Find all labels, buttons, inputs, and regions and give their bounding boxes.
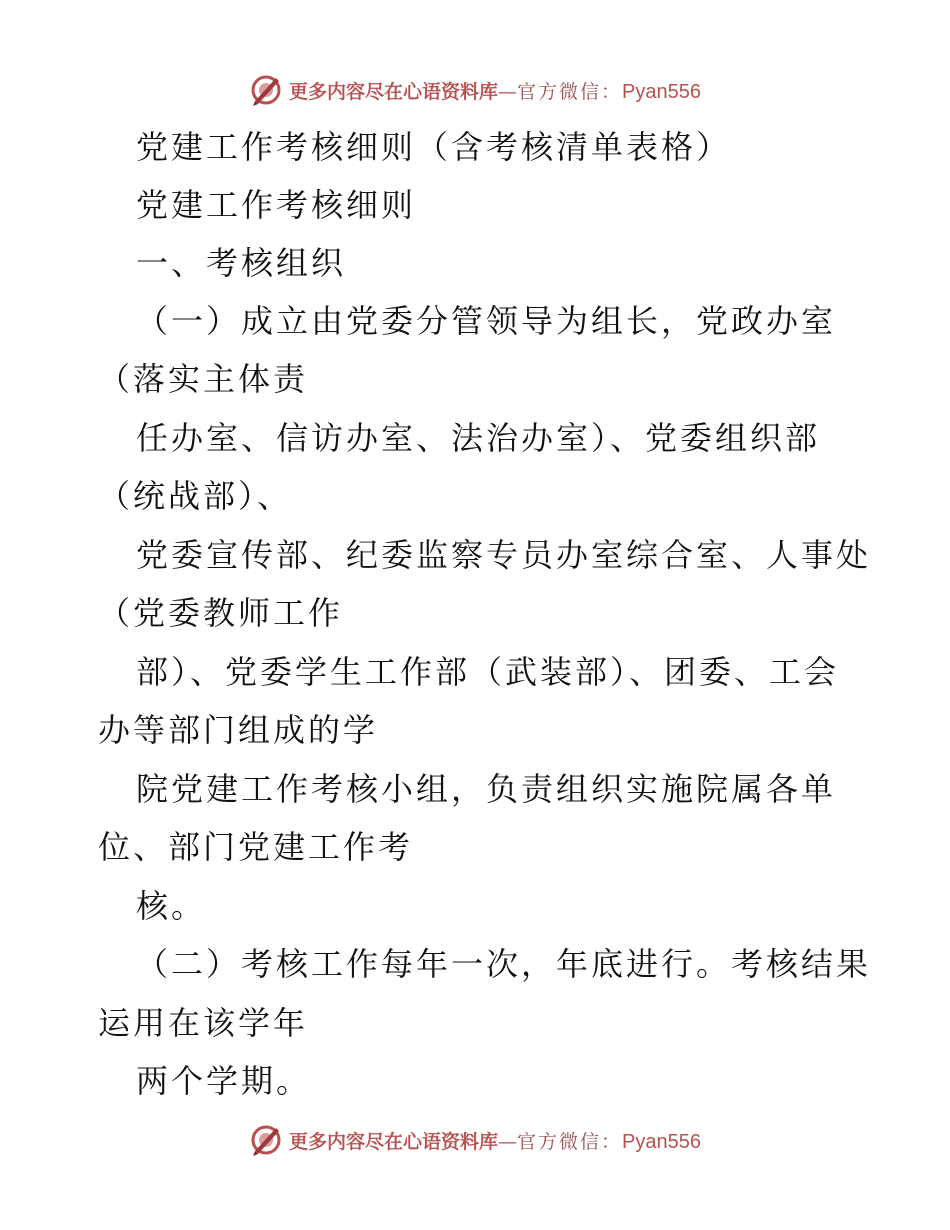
paragraph-line: 位、部门党建工作考 [98, 828, 414, 866]
paragraph-line: 核。 [136, 887, 207, 925]
section-heading: 党建工作考核细则 [136, 186, 417, 224]
paragraph-line: 院党建工作考核小组，负责组织实施院属各单 [136, 770, 837, 808]
paragraph-line: （一）成立由党委分管领导为组长，党政办室 [136, 302, 837, 340]
paragraph-line: 运用在该学年 [98, 1004, 309, 1042]
paragraph-line: （二）考核工作每年一次，年底进行。考核结果 [136, 945, 872, 983]
pen-seal-logo-icon [249, 73, 283, 107]
paragraph-line: 两个学期。 [136, 1062, 312, 1100]
paragraph-line: 部）、党委学生工作部（武装部）、团委、工会 [136, 653, 840, 691]
watermark-banner-bottom [0, 1120, 950, 1160]
paragraph-line: （统战部）、 [98, 477, 293, 515]
watermark-wechat-id: Pyan556 [622, 80, 701, 103]
watermark-text [289, 77, 701, 104]
watermark-text [289, 1127, 701, 1154]
paragraph-line: 任办室、信访办室、法治办室）、党委组织部 [136, 419, 821, 457]
paragraph-line: 党委宣传部、纪委监察专员办室综合室、人事处 [136, 536, 872, 574]
watermark-dash: — [498, 80, 518, 103]
paragraph-line: （落实主体责 [98, 360, 309, 398]
watermark-wechat-label: 官方微信： [517, 1130, 623, 1153]
pen-seal-logo-icon [249, 1123, 283, 1157]
watermark-wechat-id: Pyan556 [622, 1130, 701, 1153]
watermark-main-text: 更多内容尽在心语资料库 [289, 1130, 499, 1153]
watermark-wechat-label: 官方微信： [517, 80, 623, 103]
paragraph-line: 办等部门组成的学 [98, 711, 379, 749]
watermark-dash: — [498, 1130, 518, 1153]
document-title: 党建工作考核细则（含考核清单表格） [136, 128, 732, 166]
paragraph-line: （党委教师工作 [98, 594, 344, 632]
watermark-main-text: 更多内容尽在心语资料库 [289, 80, 499, 103]
watermark-banner-top [0, 70, 950, 110]
subsection-heading: 一、考核组织 [136, 244, 347, 282]
